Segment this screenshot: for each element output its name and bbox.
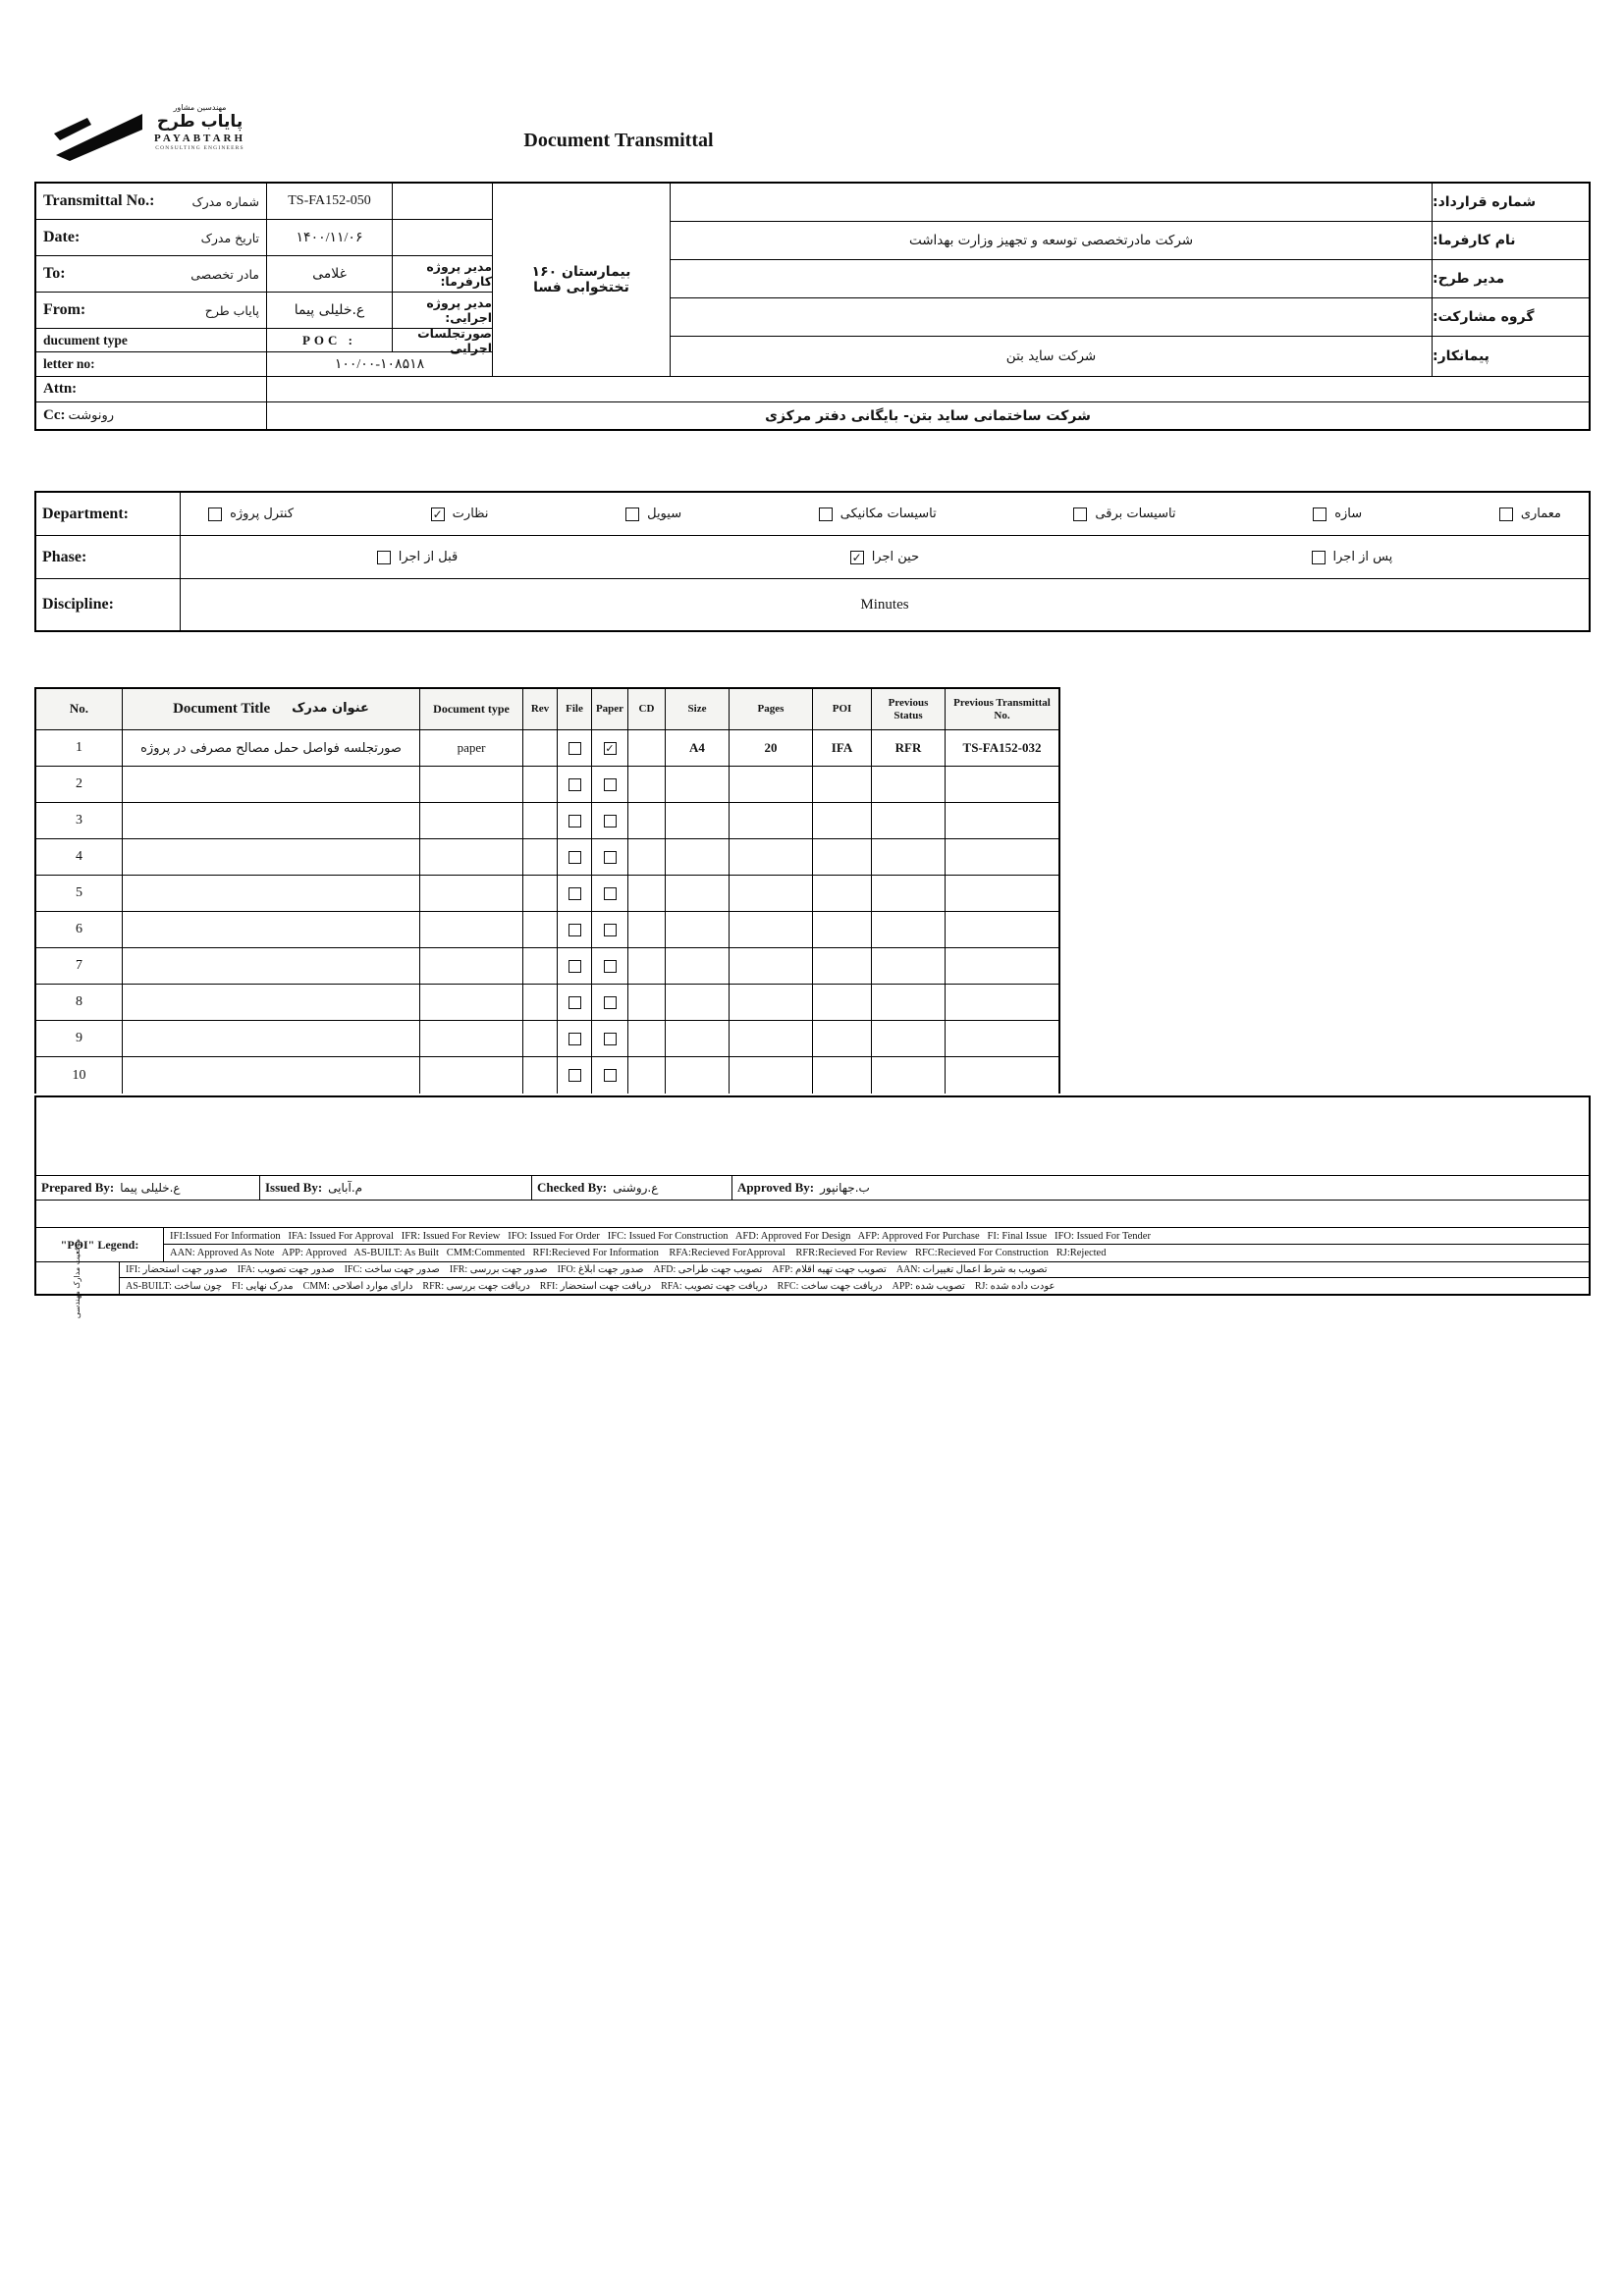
- attn-value: [267, 377, 1589, 401]
- doc-prev-transmittal: TS-FA152-032: [946, 730, 1058, 767]
- issued-by-cell: [260, 1176, 532, 1200]
- partnership-group-label: گروه مشارکت:: [1432, 298, 1589, 337]
- transmittal-no-label-fa: شماره مدرک: [191, 193, 259, 209]
- document-row: [36, 985, 1058, 1021]
- doc-no: 2: [36, 767, 123, 803]
- doc-poi: [813, 803, 872, 839]
- attn-label-en: Attn:: [43, 381, 78, 397]
- poi-legend-label: "POI" Legend:: [36, 1228, 164, 1261]
- doc-prev-status: [872, 876, 946, 912]
- signature-row: [36, 1175, 1589, 1201]
- document-type-desc: صورتجلسات اجرایی: [393, 329, 493, 352]
- doc-rev: [523, 948, 558, 985]
- doc-cd: [628, 985, 666, 1021]
- doc-prev-transmittal: [946, 1021, 1058, 1057]
- project-control-checkbox[interactable]: [208, 507, 222, 521]
- electrical-checkbox[interactable]: [1073, 507, 1087, 521]
- client-name-label: نام کارفرما:: [1432, 222, 1589, 260]
- doc-title: [123, 839, 420, 876]
- from-role-label: مدیر پروژه اجرایی:: [393, 293, 493, 329]
- option-label: پس از اجرا: [1332, 550, 1393, 564]
- phase-row: [36, 536, 1589, 579]
- department-option-project-control: [208, 507, 294, 521]
- prepared-by-name: ع.خلیلی پیما: [120, 1181, 181, 1196]
- department-label: Department:: [36, 493, 181, 535]
- doc-prev-status: [872, 948, 946, 985]
- file-checkbox[interactable]: [568, 851, 581, 864]
- mechanical-checkbox[interactable]: [819, 507, 833, 521]
- header-table-main: [36, 184, 1589, 376]
- logo-name-fa: پایاب طرح: [156, 111, 244, 132]
- doc-paper-cell: [592, 1021, 628, 1057]
- doc-no: 1: [36, 730, 123, 767]
- civil-checkbox[interactable]: [625, 507, 639, 521]
- poi-legend-en: [36, 1227, 1589, 1261]
- doc-cd: [628, 839, 666, 876]
- doc-prev-status: [872, 803, 946, 839]
- paper-checkbox[interactable]: [604, 851, 617, 864]
- doc-file-cell: [558, 912, 592, 948]
- document-row: [36, 948, 1058, 985]
- date-label-fa: تاریخ مدرک: [200, 230, 259, 245]
- document-row: [36, 1057, 1058, 1094]
- file-checkbox[interactable]: [568, 815, 581, 828]
- department-option-electrical: [1073, 507, 1175, 521]
- department-option-mechanical: [819, 507, 937, 521]
- to-label-fa: مادر تخصصی: [190, 266, 259, 282]
- doc-type: paper: [420, 730, 523, 767]
- doc-prev-status: [872, 767, 946, 803]
- doc-pages: [730, 912, 813, 948]
- doc-pages: [730, 985, 813, 1021]
- doc-type: [420, 1057, 523, 1094]
- department-options: [181, 493, 1589, 535]
- contractor-value: شرکت ساید بتن: [1005, 348, 1097, 364]
- doc-title: [123, 948, 420, 985]
- doc-poi: [813, 839, 872, 876]
- option-label: تاسیسات برقی: [1095, 507, 1176, 521]
- option-label: معماری: [1520, 507, 1561, 521]
- doc-cd: [628, 912, 666, 948]
- contract-no-value: [671, 184, 1432, 222]
- during-execution-checkbox[interactable]: ✓: [851, 550, 862, 564]
- legend-side-label: موقعیت مدارک مهندسی: [73, 1238, 82, 1318]
- doc-file-cell: [558, 730, 592, 767]
- logo-subtitle: CONSULTING ENGINEERS: [155, 144, 244, 151]
- paper-checkbox[interactable]: [604, 778, 617, 791]
- doc-size: [666, 767, 730, 803]
- doc-no: 10: [36, 1057, 123, 1094]
- doc-title: [123, 767, 420, 803]
- paper-checkbox[interactable]: [604, 924, 617, 936]
- department-row: [36, 493, 1589, 536]
- prepared-by-cell: [36, 1176, 260, 1200]
- doc-prev-transmittal: [946, 839, 1058, 876]
- doc-prev-transmittal: [946, 803, 1058, 839]
- from-label-fa: پایاب طرح: [204, 302, 259, 318]
- doc-prev-status: [872, 1021, 946, 1057]
- document-row: [36, 803, 1058, 839]
- doc-pages: [730, 948, 813, 985]
- doc-no: 8: [36, 985, 123, 1021]
- file-checkbox[interactable]: [568, 996, 581, 1009]
- project-manager-value: [671, 260, 1432, 298]
- doc-prev-status: [872, 912, 946, 948]
- department-option-civil: [625, 507, 681, 521]
- col-title: [123, 689, 420, 730]
- contract-no-label: شماره قرارداد:: [1432, 184, 1589, 222]
- company-logo: [54, 104, 245, 163]
- doc-title: [123, 985, 420, 1021]
- header-table: [34, 182, 1591, 431]
- from-label: [36, 293, 267, 329]
- doc-paper-cell: [592, 985, 628, 1021]
- project-name: بیمارستان ۱۶۰ تختخوابی فسا: [531, 264, 631, 295]
- doc-size: [666, 985, 730, 1021]
- doc-rev: [523, 985, 558, 1021]
- option-label: حین اجرا: [871, 550, 920, 564]
- doc-poi: IFA: [813, 730, 872, 767]
- page-title: Document Transmittal: [523, 130, 714, 151]
- legend-fa-line1: IFI: صدور جهت استحضار IFA: صدور جهت تصویب IFC: صدور جهت ساخت IFR: صدور جهت بررسی IFO: صدور جهت ابلاغ AFD: تصویب جهت طراحی AFP: تصویب جهت تهیه اقلام AAN: تصویب به شرط اعمال تغییرات: [120, 1262, 1589, 1278]
- signature-legend-block: [34, 1095, 1591, 1318]
- doc-type: [420, 985, 523, 1021]
- doc-cd: [628, 1021, 666, 1057]
- transmittal-no-label-en: Transmittal No.:: [43, 192, 155, 209]
- col-doc-type: Document type: [420, 689, 523, 730]
- logo-tagline: مهندسین مشاور: [173, 103, 227, 112]
- col-cd: CD: [628, 689, 666, 730]
- paper-checkbox[interactable]: [604, 960, 617, 973]
- doc-file-cell: [558, 767, 592, 803]
- contractor-label: پیمانکار:: [1432, 337, 1589, 376]
- doc-file-cell: [558, 876, 592, 912]
- option-label: سازه: [1334, 507, 1363, 521]
- option-label: نظارت: [452, 507, 489, 521]
- legend-en-line2: AAN: Approved As Note APP: Approved AS-BUILT: As Built CMM:Commented RFI:Recieved For Information RFA:Recieved ForApproval RFR:Recieved For Review RFC:Recieved For Construction RJ:Rejected: [170, 1248, 1107, 1258]
- document-row: [36, 876, 1058, 912]
- approved-by-label: Approved By:: [737, 1180, 815, 1196]
- col-size: Size: [666, 689, 730, 730]
- paper-checkbox[interactable]: [604, 887, 617, 900]
- supervision-checkbox[interactable]: ✓: [432, 507, 443, 521]
- date-value: ۱۴۰۰/۱۱/۰۶: [267, 220, 393, 256]
- file-checkbox[interactable]: [568, 778, 581, 791]
- doc-file-cell: [558, 1021, 592, 1057]
- transmittal-info-block: [36, 184, 670, 376]
- to-value: غلامی: [267, 256, 393, 293]
- doc-title: صورتجلسه فواصل حمل مصالح مصرفی در پروژه: [123, 730, 420, 767]
- attn-row: [36, 376, 1589, 401]
- option-label: تاسیسات مکانیکی: [839, 507, 937, 521]
- doc-prev-status: [872, 985, 946, 1021]
- logo-text: [154, 104, 245, 151]
- client-name-value: شرکت مادرتخصصی توسعه و تجهیز وزارت بهداشت: [671, 222, 1432, 260]
- col-title-en: Document Title: [173, 700, 271, 717]
- cc-value: شرکت ساختمانی ساید بتن- بایگانی دفتر مرکزی: [765, 407, 1091, 424]
- doc-file-cell: [558, 803, 592, 839]
- col-prev-status: Previous Status: [872, 689, 946, 730]
- letter-no-label: letter no:: [36, 352, 267, 376]
- col-no: No.: [36, 689, 123, 730]
- doc-file-cell: [558, 985, 592, 1021]
- empty-cell: [393, 220, 493, 256]
- after-execution-checkbox[interactable]: [1312, 551, 1326, 564]
- doc-file-cell: [558, 948, 592, 985]
- doc-size: [666, 803, 730, 839]
- date-label-en: Date:: [43, 229, 81, 245]
- structure-checkbox[interactable]: [1313, 507, 1326, 521]
- doc-type: [420, 876, 523, 912]
- doc-poi: [813, 767, 872, 803]
- phase-option-before: [377, 550, 459, 564]
- doc-size: [666, 1057, 730, 1094]
- doc-pages: [730, 803, 813, 839]
- paper-checkbox[interactable]: ✓: [605, 741, 615, 755]
- issued-by-label: Issued By:: [265, 1180, 323, 1196]
- issued-by-name: م.آبایی: [328, 1181, 363, 1196]
- logo-mark-icon: [54, 104, 147, 163]
- department-option-structure: [1313, 507, 1362, 521]
- cc-label-fa: رونوشت: [68, 408, 115, 423]
- doc-poi: [813, 912, 872, 948]
- option-label: سیویل: [647, 507, 682, 521]
- logo-name-en: PAYABTARH: [154, 133, 246, 145]
- documents-table-header: [36, 689, 1058, 730]
- doc-cd: [628, 1057, 666, 1094]
- document-type-value: POC :: [267, 329, 393, 352]
- doc-pages: [730, 876, 813, 912]
- doc-size: [666, 912, 730, 948]
- classification-table: [34, 491, 1591, 632]
- doc-title: [123, 1057, 420, 1094]
- col-title-fa: عنوان مدرک: [292, 701, 369, 717]
- col-rev: Rev: [523, 689, 558, 730]
- phase-option-after: [1312, 550, 1393, 564]
- doc-pages: [730, 767, 813, 803]
- date-label: [36, 220, 267, 256]
- doc-paper-cell: [592, 948, 628, 985]
- option-label: کنترل پروژه: [230, 507, 295, 521]
- checked-by-name: ع.روشنی: [613, 1181, 659, 1196]
- from-label-en: From:: [43, 301, 86, 318]
- discipline-value: Minutes: [860, 596, 909, 613]
- contract-info-block: [670, 184, 1589, 376]
- checked-by-cell: [532, 1176, 732, 1200]
- document-row: [36, 730, 1058, 767]
- discipline-row: [36, 579, 1589, 630]
- doc-type: [420, 948, 523, 985]
- doc-prev-status: [872, 1057, 946, 1094]
- document-type-label: ducument type: [36, 329, 267, 352]
- col-pages: Pages: [730, 689, 813, 730]
- doc-pages: [730, 1057, 813, 1094]
- doc-cd: [628, 767, 666, 803]
- doc-poi: [813, 948, 872, 985]
- file-checkbox[interactable]: [568, 924, 581, 936]
- doc-size: [666, 1021, 730, 1057]
- doc-cd: [628, 803, 666, 839]
- doc-cd: [628, 730, 666, 767]
- doc-pages: [730, 1021, 813, 1057]
- doc-size: [666, 839, 730, 876]
- doc-no: 7: [36, 948, 123, 985]
- file-checkbox[interactable]: [568, 960, 581, 973]
- file-checkbox[interactable]: [568, 1069, 581, 1082]
- doc-title: [123, 1021, 420, 1057]
- approved-by-cell: [732, 1176, 1589, 1200]
- doc-type: [420, 839, 523, 876]
- doc-file-cell: [558, 1057, 592, 1094]
- to-role-label: مدیر پروژه کارفرما:: [393, 256, 493, 293]
- doc-rev: [523, 839, 558, 876]
- doc-rev: [523, 1057, 558, 1094]
- doc-size: [666, 876, 730, 912]
- col-prev-transmittal: Previous Transmittal No.: [946, 689, 1058, 730]
- paper-checkbox[interactable]: [604, 1033, 617, 1045]
- transmittal-no-label: [36, 184, 267, 220]
- doc-paper-cell: [592, 912, 628, 948]
- doc-poi: [813, 985, 872, 1021]
- document-row: [36, 912, 1058, 948]
- doc-prev-status: RFR: [872, 730, 946, 767]
- doc-type: [420, 912, 523, 948]
- to-label: [36, 256, 267, 293]
- doc-poi: [813, 1057, 872, 1094]
- letter-no-value: ۱۰۰/۰۰-۱۰۸۵۱۸: [267, 352, 493, 376]
- doc-rev: [523, 767, 558, 803]
- empty-cell: [393, 184, 493, 220]
- department-option-architecture: [1499, 507, 1561, 521]
- department-option-supervision: [431, 507, 489, 521]
- discipline-label: Discipline:: [36, 579, 181, 630]
- doc-no: 3: [36, 803, 123, 839]
- doc-poi: [813, 1021, 872, 1057]
- phase-options: [181, 536, 1589, 578]
- transmittal-no-value: TS-FA152-050: [267, 184, 393, 220]
- col-poi: POI: [813, 689, 872, 730]
- doc-rev: [523, 912, 558, 948]
- doc-no: 9: [36, 1021, 123, 1057]
- doc-paper-cell: [592, 876, 628, 912]
- prepared-by-label: Prepared By:: [41, 1180, 115, 1196]
- doc-paper-cell: [592, 839, 628, 876]
- doc-paper-cell: [592, 730, 628, 767]
- cc-label-en: Cc:: [43, 407, 66, 423]
- col-file: File: [558, 689, 592, 730]
- cc-row: [36, 401, 1589, 429]
- architecture-checkbox[interactable]: [1499, 507, 1513, 521]
- doc-size: [666, 948, 730, 985]
- doc-prev-transmittal: [946, 948, 1058, 985]
- doc-prev-transmittal: [946, 876, 1058, 912]
- doc-type: [420, 767, 523, 803]
- legend-fa-line2: AS-BUILT: چون ساخت FI: مدرک نهایی CMM: دارای موارد اصلاحی RFR: دریافت جهت بررسی RFI: دریافت جهت استحضار RFA: دریافت جهت تصویب RFC: دریافت جهت ساخت APP: تصویب شده RJ: عودت داده شده: [126, 1280, 1056, 1292]
- doc-title: [123, 876, 420, 912]
- doc-prev-transmittal: [946, 767, 1058, 803]
- file-checkbox[interactable]: [568, 887, 581, 900]
- doc-type: [420, 1021, 523, 1057]
- project-manager-label: مدیر طرح:: [1432, 260, 1589, 298]
- signature-space: [36, 1201, 1589, 1227]
- doc-no: 6: [36, 912, 123, 948]
- doc-rev: [523, 730, 558, 767]
- paper-checkbox[interactable]: [604, 815, 617, 828]
- col-paper: Paper: [592, 689, 628, 730]
- before-execution-checkbox[interactable]: [377, 551, 391, 564]
- partnership-group-value: [671, 298, 1432, 337]
- doc-pages: 20: [730, 730, 813, 767]
- doc-no: 4: [36, 839, 123, 876]
- doc-title: [123, 912, 420, 948]
- file-checkbox[interactable]: [568, 1033, 581, 1045]
- paper-checkbox[interactable]: [604, 1069, 617, 1082]
- doc-cd: [628, 876, 666, 912]
- doc-rev: [523, 803, 558, 839]
- from-value: ع.خلیلی پیما: [267, 293, 393, 329]
- documents-table: [34, 687, 1060, 1094]
- doc-rev: [523, 1021, 558, 1057]
- phase-label: Phase:: [36, 536, 181, 578]
- paper-checkbox[interactable]: [604, 996, 617, 1009]
- doc-prev-transmittal: [946, 985, 1058, 1021]
- phase-option-during: [850, 550, 919, 564]
- document-row: [36, 1021, 1058, 1057]
- doc-rev: [523, 876, 558, 912]
- doc-title: [123, 803, 420, 839]
- documents-table-body: [36, 730, 1058, 1094]
- doc-paper-cell: [592, 803, 628, 839]
- doc-cd: [628, 948, 666, 985]
- legend-en-line1: IFI:Issued For Information IFA: Issued For Approval IFR: Issued For Review IFO: Issued For Order IFC: Issued For Construction AFD: Approved For Design AFP: Approved For Purchase FI: Final Issue IFO: Issued For Tender: [164, 1228, 1589, 1245]
- to-label-en: To:: [43, 265, 66, 282]
- doc-no: 5: [36, 876, 123, 912]
- doc-file-cell: [558, 839, 592, 876]
- notes-space: [36, 1097, 1589, 1175]
- approved-by-name: ب.جهانپور: [820, 1181, 870, 1196]
- file-checkbox[interactable]: [568, 742, 581, 755]
- cc-label: [36, 402, 267, 429]
- option-label: قبل از اجرا: [398, 550, 459, 564]
- document-row: [36, 767, 1058, 803]
- doc-type: [420, 803, 523, 839]
- doc-prev-status: [872, 839, 946, 876]
- doc-size: A4: [666, 730, 730, 767]
- attn-label: [36, 377, 267, 401]
- doc-prev-transmittal: [946, 912, 1058, 948]
- document-row: [36, 839, 1058, 876]
- doc-prev-transmittal: [946, 1057, 1058, 1094]
- doc-poi: [813, 876, 872, 912]
- doc-paper-cell: [592, 1057, 628, 1094]
- doc-pages: [730, 839, 813, 876]
- doc-paper-cell: [592, 767, 628, 803]
- checked-by-label: Checked By:: [537, 1180, 608, 1196]
